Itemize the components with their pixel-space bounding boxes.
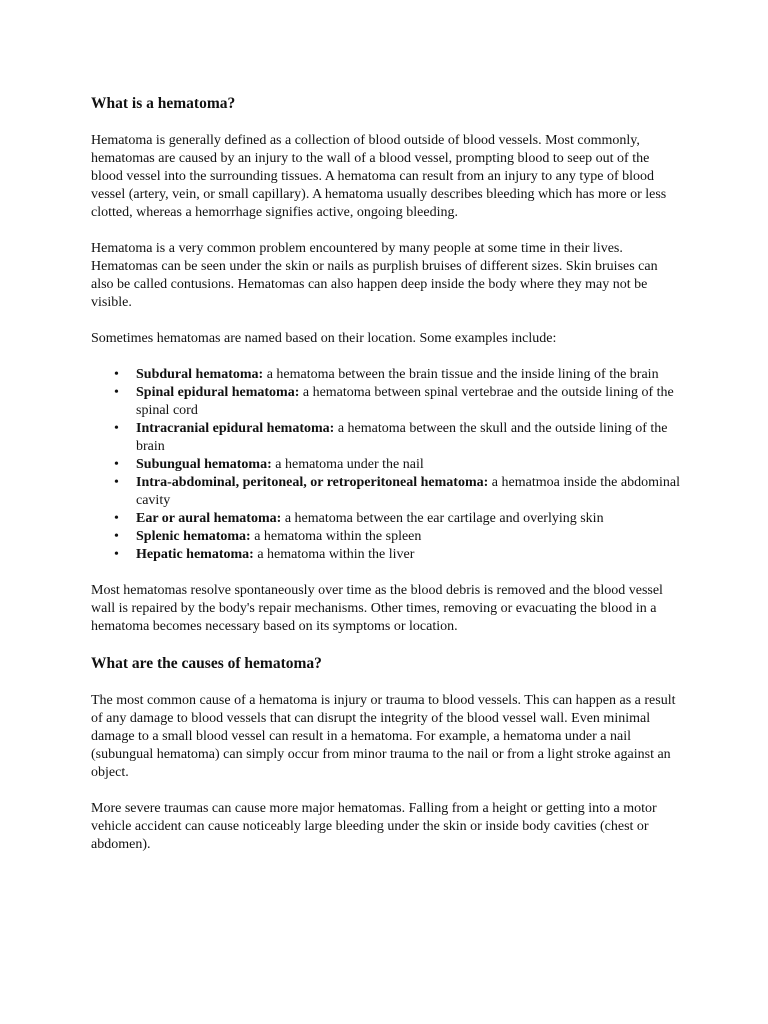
list-item-subdural	[91, 366, 681, 384]
hematoma-types-list	[91, 366, 681, 564]
document-page	[91, 94, 681, 854]
list-item-term: Intracranial epidural hematoma:	[136, 421, 335, 436]
list-item-spinal-epidural	[91, 384, 681, 420]
list-item-desc: a hematoma within the liver	[253, 547, 415, 562]
paragraph-common-cause: The most common cause of a hematoma is injury or trauma to blood vessels. This can happen as a result of any damage to blood vessels that can disrupt the integrity of the blood vessel wall. Even minimal damage to a small blood vessel can result in a hematoma. For example, a hematoma under a nail (subungual hematoma) can simply occur from minor trauma to the nail or from a light stroke against an object.	[91, 693, 676, 780]
list-item-intra-abdominal	[91, 474, 681, 510]
bullet-icon: •	[114, 529, 119, 544]
list-item-desc: a hematoma between the skull and the outside lining of the brain	[136, 421, 668, 454]
paragraph-severe-trauma: More severe traumas can cause more major hematomas. Falling from a height or getting into a motor vehicle accident can cause noticeably large bleeding under the skin or inside body cavities (chest or abdomen).	[91, 801, 657, 852]
bullet-icon: •	[114, 367, 119, 382]
list-item-desc: a hematoma between the brain tissue and the inside lining of the brain	[263, 367, 659, 382]
bullet-icon: •	[114, 547, 119, 562]
paragraph-common-problem: Hematoma is a very common problem encountered by many people at some time in their lives. Hematomas can be seen under the skin or nails as purplish bruises of different sizes. Skin bruises can also be called contusions. Hematomas can also happen deep inside the body where they may not be visible.	[91, 241, 658, 310]
list-item-splenic	[91, 528, 681, 546]
list-item-subungual	[91, 456, 681, 474]
bullet-icon: •	[114, 421, 119, 436]
bullet-icon: •	[114, 457, 119, 472]
paragraph-definition: Hematoma is generally defined as a collection of blood outside of blood vessels. Most commonly, hematomas are caused by an injury to the wall of a blood vessel, prompting blood to seep out of the blood vessel into the surrounding tissues. A hematoma can result from an injury to any type of blood vessel (artery, vein, or small capillary). A hematoma usually describes bleeding which has more or less clotted, whereas a hemorrhage signifies active, ongoing bleeding.	[91, 133, 667, 220]
list-item-desc: a hematoma within the spleen	[250, 529, 422, 544]
bullet-icon: •	[114, 385, 119, 400]
list-item-hepatic	[91, 546, 681, 564]
section-heading-causes: What are the causes of hematoma?	[91, 655, 322, 672]
paragraph-resolution: Most hematomas resolve spontaneously over time as the blood debris is removed and the blood vessel wall is repaired by the body's repair mechanisms. Other times, removing or evacuating the blood in a hematoma becomes necessary based on its symptoms or location.	[91, 583, 663, 634]
list-item-term: Intra-abdominal, peritoneal, or retroperitoneal hematoma:	[136, 475, 489, 490]
list-item-term: Subungual hematoma:	[136, 457, 272, 472]
list-item-desc: a hematoma between the ear cartilage and overlying skin	[281, 511, 604, 526]
list-item-desc: a hematoma under the nail	[271, 457, 424, 472]
list-item-desc: a hematmoa inside the abdominal cavity	[136, 475, 680, 508]
list-item-term: Subdural hematoma:	[136, 367, 264, 382]
list-item-desc: a hematoma between spinal vertebrae and the outside lining of the spinal cord	[136, 385, 674, 418]
list-item-term: Spinal epidural hematoma:	[136, 385, 300, 400]
bullet-icon: •	[114, 511, 119, 526]
list-item-term: Hepatic hematoma:	[136, 547, 254, 562]
paragraph-examples-intro: Sometimes hematomas are named based on their location. Some examples include:	[91, 331, 557, 346]
bullet-icon: •	[114, 475, 119, 490]
list-item-term: Splenic hematoma:	[136, 529, 251, 544]
section-heading-what-is: What is a hematoma?	[91, 95, 236, 112]
list-item-intracranial-epidural	[91, 420, 681, 456]
list-item-term: Ear or aural hematoma:	[136, 511, 282, 526]
list-item-aural	[91, 510, 681, 528]
